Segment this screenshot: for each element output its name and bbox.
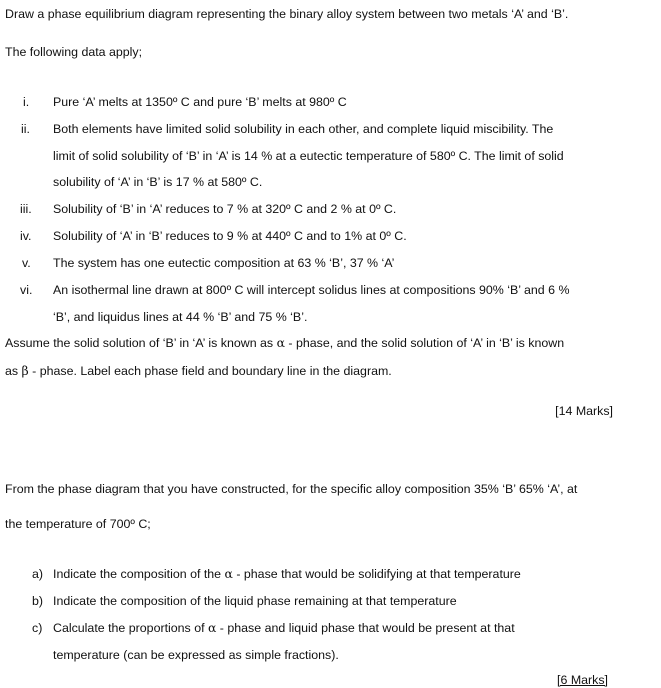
intro-line-2: The following data apply;: [5, 45, 143, 59]
item-iv-line-1: Solubility of ‘A’ in ‘B’ reduces to 9 % at 440º C and to 1% at 0º C.: [53, 229, 407, 243]
item-vi-line-2: ‘B’, and liquidus lines at 44 % ‘B’ and 75 % ‘B’.: [53, 310, 308, 324]
alpha-symbol: α: [207, 620, 217, 635]
item-numeral-i: i.: [23, 95, 30, 109]
item-numeral-iii: iii.: [20, 202, 32, 216]
question-a-text: [53, 566, 521, 582]
question-a-pre: Indicate the composition of the: [53, 567, 225, 581]
item-numeral-ii: ii.: [21, 122, 30, 136]
assume-line-2: [5, 363, 392, 379]
question-c-post: - phase and liquid phase that would be present at that: [216, 621, 515, 635]
assume-line-2-part-a: as: [5, 364, 22, 378]
item-v-line-1: The system has one eutectic composition at 63 % ‘B’, 37 % ‘A’: [53, 256, 395, 270]
question-c-pre: Calculate the proportions of: [53, 621, 208, 635]
item-numeral-vi: vi.: [20, 283, 33, 297]
assume-line-1-part-a: Assume the solid solution of ‘B’ in ‘A’ is known as: [5, 336, 277, 350]
part2-line-1: From the phase diagram that you have constructed, for the specific alloy composition 35% ‘B’ 65% ‘A’, at: [5, 482, 578, 496]
item-iii-line-1: Solubility of ‘B’ in ‘A’ reduces to 7 % at 320º C and 2 % at 0º C.: [53, 202, 397, 216]
item-numeral-v: v.: [22, 256, 31, 270]
alpha-symbol: α: [276, 335, 285, 350]
item-ii-line-3: solubility of ‘A’ in ‘B’ is 17 % at 580º C.: [53, 175, 263, 189]
question-b-label: b): [32, 594, 44, 608]
intro-line-1: Draw a phase equilibrium diagram representing the binary alloy system between two metals ‘A’ and ‘B’.: [5, 7, 569, 21]
question-c-line-2: temperature (can be expressed as simple fractions).: [53, 648, 339, 662]
marks-label-1: [14 Marks]: [555, 404, 613, 418]
question-a-label: a): [32, 567, 44, 581]
item-ii-line-1: Both elements have limited solid solubility in each other, and complete liquid miscibility. The: [53, 122, 554, 136]
assume-line-1: [5, 335, 564, 351]
beta-symbol: β: [21, 363, 29, 378]
marks-label-2: [6 Marks]: [557, 673, 608, 687]
alpha-symbol: α: [224, 566, 233, 581]
part2-line-2: the temperature of 700º C;: [5, 517, 151, 531]
question-b-text: Indicate the composition of the liquid phase remaining at that temperature: [53, 594, 457, 608]
item-ii-line-2: limit of solid solubility of ‘B’ in ‘A’ is 14 % at a eutectic temperature of 580º C. The limit of solid: [53, 149, 564, 163]
item-i-line-1: Pure ‘A’ melts at 1350º C and pure ‘B’ melts at 980º C: [53, 95, 347, 109]
question-c-label: c): [32, 621, 43, 635]
item-numeral-iv: iv.: [20, 229, 32, 243]
assume-line-2-part-b: - phase. Label each phase field and boundary line in the diagram.: [28, 364, 392, 378]
item-vi-line-1: An isothermal line drawn at 800º C will intercept solidus lines at compositions 90% ‘B’ and 6 %: [53, 283, 570, 297]
assume-line-1-part-b: - phase, and the solid solution of ‘A’ in ‘B’ is known: [284, 336, 565, 350]
question-a-post: - phase that would be solidifying at that temperature: [232, 567, 521, 581]
question-c-text: [53, 620, 515, 636]
